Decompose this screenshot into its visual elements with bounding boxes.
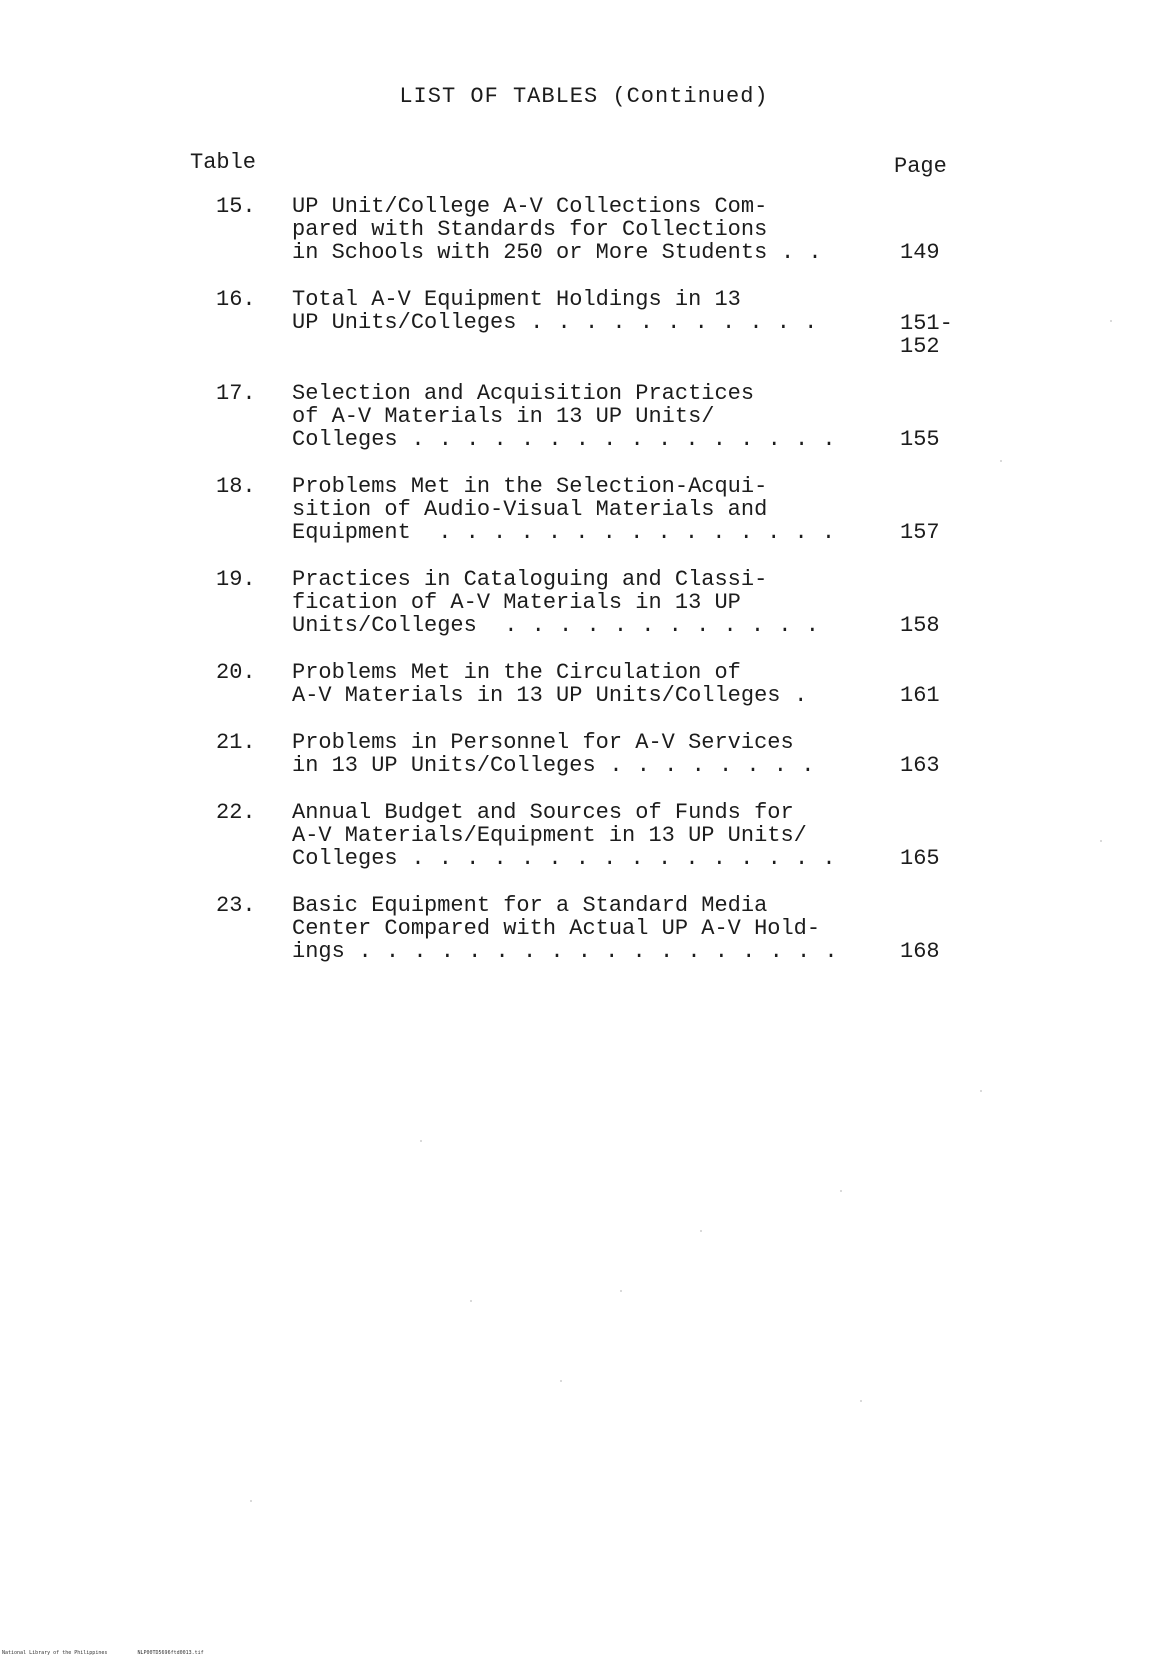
caption-text: pared with Standards for Collections bbox=[292, 217, 768, 242]
table-caption bbox=[292, 475, 872, 544]
page-number bbox=[900, 521, 960, 544]
dot-leader: . . . . . . . . . . . . . . . . . . bbox=[344, 939, 839, 964]
page-number bbox=[900, 312, 960, 358]
caption-line bbox=[292, 405, 872, 428]
table-number: 15. bbox=[216, 194, 256, 219]
toc-entry bbox=[200, 894, 980, 963]
table-caption bbox=[292, 801, 872, 870]
caption-text: in Schools with 250 or More Students bbox=[292, 240, 768, 265]
caption-text: UP Units/Colleges bbox=[292, 310, 517, 335]
page-number bbox=[900, 428, 960, 451]
toc-entry bbox=[200, 475, 980, 544]
caption-line bbox=[292, 754, 872, 777]
table-number: 23. bbox=[216, 893, 256, 918]
caption-line bbox=[292, 661, 872, 684]
toc-entry bbox=[200, 661, 980, 707]
caption-line bbox=[292, 498, 872, 521]
toc-entry bbox=[200, 731, 980, 777]
scan-speck bbox=[420, 1140, 422, 1142]
table-caption bbox=[292, 894, 872, 963]
caption-text: ings bbox=[292, 939, 345, 964]
page-number bbox=[900, 754, 960, 777]
page-number-line: 149 bbox=[900, 240, 940, 265]
caption-text: in 13 UP Units/Colleges bbox=[292, 753, 596, 778]
dot-leader: . bbox=[780, 683, 808, 708]
caption-line bbox=[292, 475, 872, 498]
dot-leader: . . . . . . . . . . . . bbox=[476, 613, 820, 638]
page-number-line: 168 bbox=[900, 939, 940, 964]
table-caption bbox=[292, 661, 872, 707]
caption-line bbox=[292, 288, 872, 311]
page-number bbox=[900, 241, 960, 264]
caption-text: A-V Materials in 13 UP Units/Colleges bbox=[292, 683, 781, 708]
toc-entry bbox=[200, 568, 980, 637]
caption-text: Center Compared with Actual UP A-V Hold- bbox=[292, 916, 821, 941]
caption-text: of A-V Materials in 13 UP Units/ bbox=[292, 404, 715, 429]
dot-leader: . . . . . . . . . . . bbox=[516, 310, 818, 335]
caption-line bbox=[292, 382, 872, 405]
table-number: 22. bbox=[216, 800, 256, 825]
toc-entry bbox=[200, 382, 980, 451]
scan-footer bbox=[2, 1650, 204, 1656]
toc-entry bbox=[200, 195, 980, 264]
page-number-line: 158 bbox=[900, 613, 940, 638]
scan-speck bbox=[470, 1300, 472, 1302]
caption-text: Problems Met in the Circulation of bbox=[292, 660, 741, 685]
caption-line bbox=[292, 824, 872, 847]
caption-line bbox=[292, 801, 872, 824]
page-number-line: 152 bbox=[900, 334, 940, 359]
caption-line bbox=[292, 684, 872, 707]
page-number-line: 157 bbox=[900, 520, 940, 545]
toc-entry bbox=[200, 801, 980, 870]
page-number-line: 151- bbox=[900, 311, 953, 336]
caption-text: Problems in Personnel for A-V Services bbox=[292, 730, 794, 755]
scan-speck bbox=[840, 1190, 842, 1192]
page-number-line: 165 bbox=[900, 846, 940, 871]
caption-text: Basic Equipment for a Standard Media bbox=[292, 893, 768, 918]
caption-line bbox=[292, 847, 872, 870]
footer-file: NLP00TD5696ftd0013.tif bbox=[137, 1650, 204, 1656]
caption-text: sition of Audio-Visual Materials and bbox=[292, 497, 768, 522]
caption-text: Selection and Acquisition Practices bbox=[292, 381, 755, 406]
caption-line bbox=[292, 917, 872, 940]
table-of-contents bbox=[200, 195, 980, 987]
table-caption bbox=[292, 731, 872, 777]
caption-line bbox=[292, 428, 872, 451]
page-number-line: 163 bbox=[900, 753, 940, 778]
footer-library: National Library of the Philippines bbox=[2, 1650, 108, 1656]
table-number: 18. bbox=[216, 474, 256, 499]
scan-speck bbox=[860, 1400, 862, 1402]
page-number bbox=[900, 684, 960, 707]
table-caption bbox=[292, 195, 872, 264]
page-number bbox=[900, 614, 960, 637]
table-caption bbox=[292, 382, 872, 451]
caption-text: Problems Met in the Selection-Acqui- bbox=[292, 474, 768, 499]
caption-line bbox=[292, 591, 872, 614]
page-number-line: 155 bbox=[900, 427, 940, 452]
caption-line bbox=[292, 521, 872, 544]
caption-text: A-V Materials/Equipment in 13 UP Units/ bbox=[292, 823, 807, 848]
dot-leader: . . . . . . . . . . . . . . . . bbox=[397, 427, 837, 452]
scan-speck bbox=[250, 1500, 252, 1502]
page-column-header: Page bbox=[894, 154, 947, 179]
caption-text: Practices in Cataloguing and Classi- bbox=[292, 567, 768, 592]
scan-speck bbox=[560, 1380, 562, 1382]
page-number bbox=[900, 940, 960, 963]
scan-speck bbox=[1000, 460, 1002, 462]
caption-line bbox=[292, 940, 872, 963]
caption-line bbox=[292, 311, 872, 334]
caption-text: Colleges bbox=[292, 846, 398, 871]
scan-speck bbox=[1110, 320, 1112, 322]
dot-leader: . . . . . . . . . . . . . . . . bbox=[397, 846, 837, 871]
table-caption bbox=[292, 568, 872, 637]
caption-text: Annual Budget and Sources of Funds for bbox=[292, 800, 794, 825]
caption-line bbox=[292, 568, 872, 591]
caption-text: fication of A-V Materials in 13 UP bbox=[292, 590, 741, 615]
caption-line bbox=[292, 241, 872, 264]
dot-leader: . . . . . . . . . . . . . . . bbox=[410, 520, 836, 545]
table-number: 19. bbox=[216, 567, 256, 592]
caption-text: Equipment bbox=[292, 520, 411, 545]
table-number: 21. bbox=[216, 730, 256, 755]
page-number bbox=[900, 847, 960, 870]
page-number-line: 161 bbox=[900, 683, 940, 708]
table-number: 20. bbox=[216, 660, 256, 685]
table-number: 17. bbox=[216, 381, 256, 406]
dot-leader: . . bbox=[767, 240, 823, 265]
caption-text: UP Unit/College A-V Collections Com- bbox=[292, 194, 768, 219]
caption-line bbox=[292, 218, 872, 241]
caption-line bbox=[292, 614, 872, 637]
caption-text: Total A-V Equipment Holdings in 13 bbox=[292, 287, 741, 312]
caption-line bbox=[292, 195, 872, 218]
scan-speck bbox=[1100, 840, 1102, 842]
toc-entry bbox=[200, 287, 980, 359]
scan-speck bbox=[700, 1230, 702, 1232]
scan-speck bbox=[980, 1090, 982, 1092]
table-caption bbox=[292, 288, 872, 334]
caption-line bbox=[292, 894, 872, 917]
table-number: 16. bbox=[216, 287, 256, 312]
caption-line bbox=[292, 731, 872, 754]
table-column-header: Table bbox=[190, 150, 257, 175]
dot-leader: . . . . . . . . bbox=[595, 753, 815, 778]
scan-speck bbox=[620, 1290, 622, 1292]
caption-text: Colleges bbox=[292, 427, 398, 452]
page-title: LIST OF TABLES (Continued) bbox=[399, 84, 769, 109]
caption-text: Units/Colleges bbox=[292, 613, 477, 638]
